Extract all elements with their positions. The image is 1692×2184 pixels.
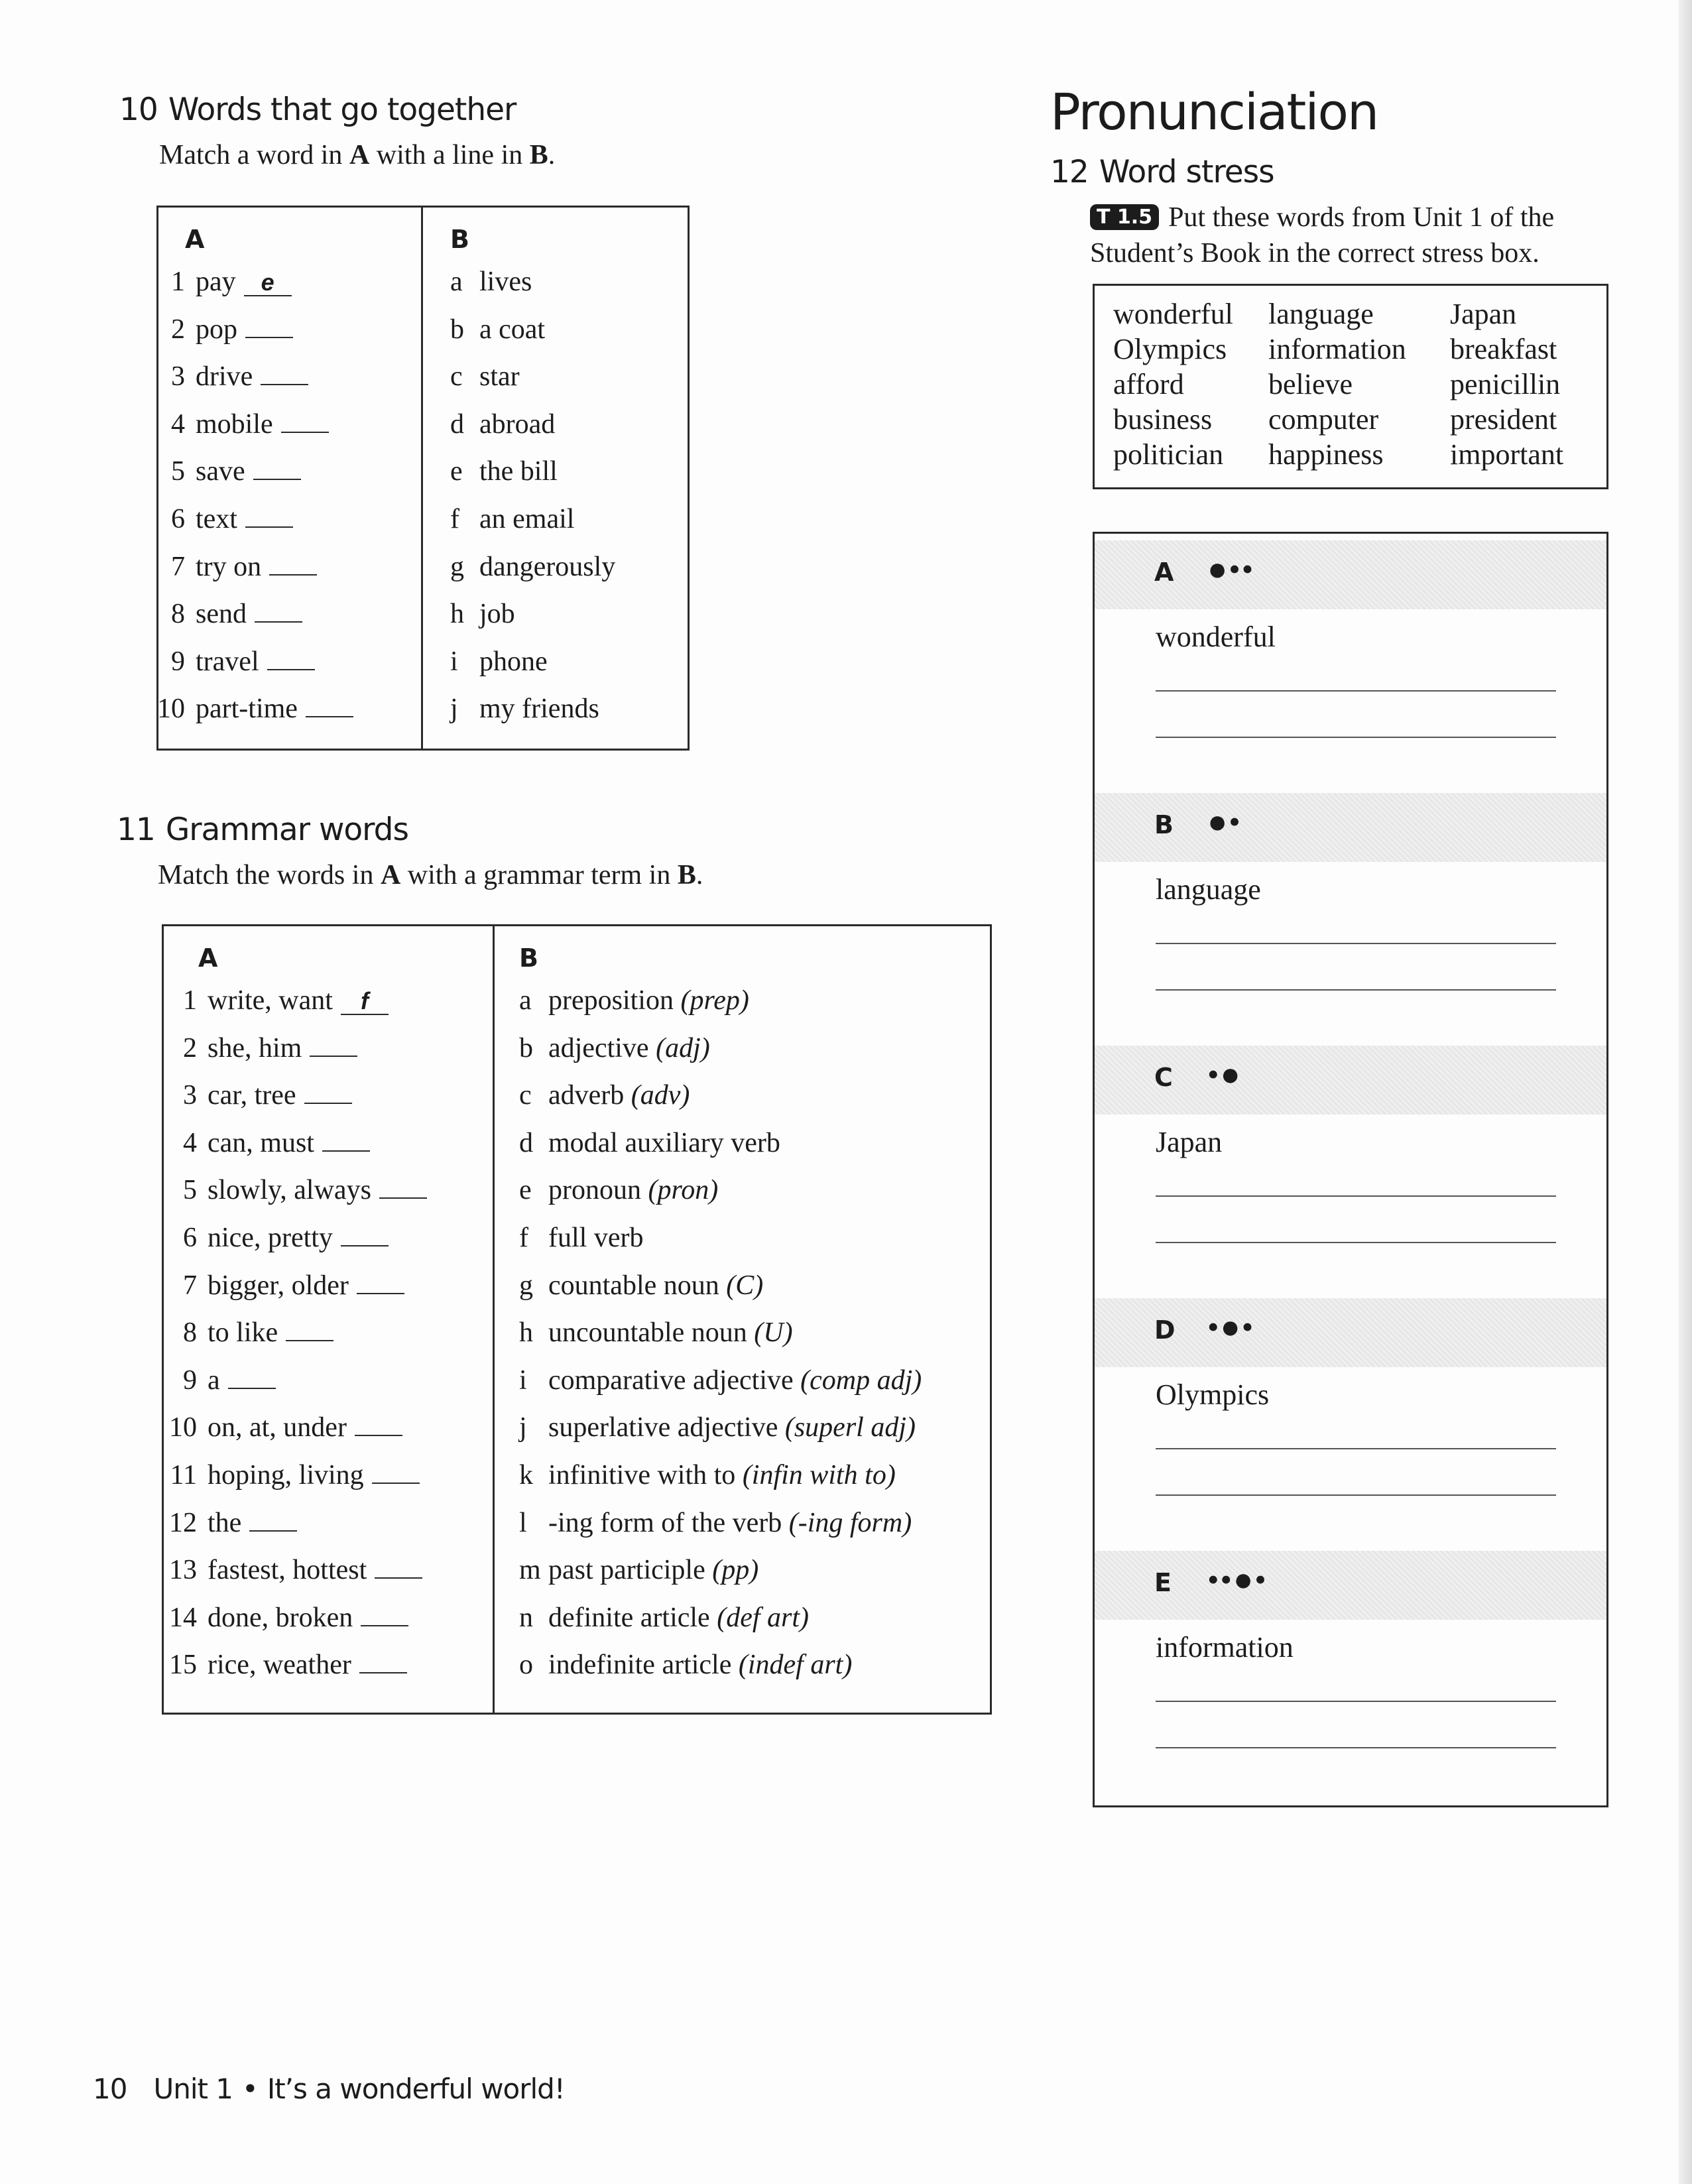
- item-letter: h: [519, 1317, 533, 1349]
- item-text: the bill: [479, 456, 558, 487]
- ex10-item-a: [151, 266, 292, 306]
- item-letter: l: [519, 1507, 527, 1538]
- item-text: she, him: [208, 1032, 302, 1063]
- word-list-item: Japan: [1450, 298, 1517, 330]
- ex10-item-b: [450, 646, 548, 686]
- item-letter: g: [519, 1270, 533, 1301]
- stress-pattern: •●•: [1207, 1308, 1255, 1345]
- item-text: done, broken: [208, 1602, 353, 1633]
- item-text: dangerously: [479, 551, 616, 582]
- stress-example-word: wonderful: [1156, 621, 1276, 653]
- item-letter: i: [519, 1365, 527, 1396]
- ex11-item-b: [519, 1459, 896, 1499]
- ex11-item-b: [519, 1222, 643, 1262]
- ex11-table-divider: [493, 926, 495, 1713]
- page-footer: [93, 2073, 565, 2105]
- answer-blank[interactable]: [322, 1128, 370, 1152]
- ex11-table: [162, 924, 992, 1715]
- ex11-item-b: [519, 1079, 690, 1119]
- ex12-heading: [1050, 154, 1274, 190]
- word-list-item: politician: [1113, 438, 1224, 471]
- answer-blank[interactable]: [379, 1175, 427, 1199]
- ex11-item-b: [519, 1412, 916, 1451]
- ex11-item-b: [519, 1507, 912, 1547]
- stress-pattern-band: [1095, 1046, 1606, 1115]
- ex11-item-a: [162, 1127, 370, 1167]
- item-number: 14: [169, 1602, 197, 1633]
- answer-blank[interactable]: [249, 1508, 297, 1532]
- answer-blank[interactable]: [375, 1555, 422, 1579]
- item-number: 3: [171, 361, 185, 393]
- ex10-item-a: [151, 693, 353, 733]
- footer-separator: •: [242, 2073, 258, 2105]
- stress-example-word: information: [1156, 1631, 1294, 1664]
- grammar-abbr: (prep): [680, 985, 749, 1016]
- ex11-item-b: [519, 985, 749, 1024]
- ex11-item-a: [162, 1554, 422, 1594]
- ex10-item-a: [151, 646, 315, 686]
- ex10-instr-end: .: [548, 140, 556, 170]
- grammar-term: full verb: [548, 1223, 644, 1253]
- write-in-line[interactable]: [1156, 1747, 1556, 1748]
- item-text: an email: [479, 504, 575, 534]
- ex11-instr-mid: with a grammar term in: [400, 860, 678, 890]
- item-number: 15: [169, 1650, 197, 1681]
- write-in-line[interactable]: [1156, 1195, 1556, 1197]
- stress-example-word: Olympics: [1156, 1378, 1270, 1411]
- ex10-item-b: [450, 266, 532, 306]
- item-letter: f: [519, 1223, 528, 1253]
- ex10-item-a: [151, 361, 308, 400]
- write-in-line[interactable]: [1156, 989, 1556, 991]
- ex11-item-b: [519, 1554, 758, 1594]
- ex10-item-a: [151, 503, 293, 543]
- ex11-col-a: A: [198, 943, 218, 973]
- stress-pattern: ●•: [1207, 803, 1242, 840]
- item-number: 5: [171, 456, 185, 487]
- answer-blank[interactable]: [245, 314, 293, 338]
- word-column-1: [1113, 296, 1233, 472]
- answer-blank[interactable]: [304, 1080, 352, 1104]
- item-number: 1: [171, 267, 185, 297]
- ex11-item-b: [519, 1270, 763, 1309]
- ex11-item-a: [162, 1602, 408, 1642]
- grammar-term: infinitive with to: [548, 1460, 743, 1490]
- item-text: phone: [479, 646, 548, 677]
- item-number: 9: [183, 1365, 197, 1396]
- stress-pattern: ••●•: [1207, 1561, 1268, 1598]
- ex12-instruction-line2: Student’s Book in the correct stress box.: [1090, 238, 1540, 269]
- item-text: write, want: [208, 985, 333, 1016]
- item-text: a coat: [479, 314, 546, 345]
- item-text: car, tree: [208, 1080, 296, 1111]
- item-number: 1: [183, 985, 197, 1016]
- ex10-item-a: [151, 408, 329, 448]
- stress-example-word: Japan: [1156, 1126, 1223, 1158]
- item-number: 9: [171, 646, 185, 677]
- item-letter: n: [519, 1602, 533, 1633]
- item-letter: a: [519, 985, 532, 1016]
- answer-blank[interactable]: [341, 1223, 389, 1246]
- grammar-abbr: (C): [726, 1270, 764, 1301]
- ex10-item-a: [151, 314, 293, 353]
- ex10-instruction: [159, 139, 555, 171]
- ex11-item-a: [162, 1459, 420, 1499]
- word-list-item: information: [1268, 333, 1406, 365]
- item-number: 10: [169, 1412, 197, 1443]
- grammar-abbr: (indef art): [738, 1650, 853, 1681]
- ex10-item-b: [450, 551, 615, 591]
- answer-blank[interactable]: [267, 646, 315, 670]
- item-letter: e: [450, 456, 463, 487]
- item-text: drive: [196, 361, 253, 393]
- word-column-3: [1450, 296, 1563, 472]
- item-letter: c: [519, 1080, 532, 1111]
- audio-track-badge: T 1.5: [1090, 204, 1159, 230]
- page-number: 10: [93, 2073, 127, 2105]
- item-number: 11: [170, 1460, 197, 1490]
- item-text: star: [479, 361, 520, 393]
- ex10-title: Words that go together: [168, 91, 516, 128]
- answer-blank[interactable]: [355, 1412, 402, 1436]
- item-text: save: [196, 456, 245, 487]
- ex10-item-b: [450, 693, 599, 733]
- ex11-instruction: [158, 859, 703, 891]
- ex11-col-b: B: [519, 943, 538, 973]
- stress-key: A: [1154, 558, 1174, 587]
- answer-blank[interactable]: [286, 1317, 333, 1341]
- item-letter: c: [450, 361, 463, 393]
- item-text: bigger, older: [208, 1270, 349, 1301]
- answer-blank[interactable]: f: [341, 991, 389, 1015]
- grammar-term: modal auxiliary verb: [548, 1127, 780, 1158]
- item-text: my friends: [479, 694, 599, 725]
- ex10-table-divider: [421, 208, 423, 749]
- answer-blank[interactable]: [255, 599, 302, 623]
- item-text: text: [196, 504, 237, 534]
- grammar-term: indefinite article: [548, 1650, 739, 1681]
- grammar-term: adverb: [548, 1080, 631, 1111]
- ex11-number: 11: [117, 812, 155, 848]
- ex10-col-a: A: [185, 225, 205, 254]
- word-list-item: believe: [1268, 368, 1353, 400]
- ex11-instr-b: B: [677, 860, 696, 890]
- ex11-item-a: [162, 1412, 402, 1451]
- word-list-box: [1093, 284, 1608, 489]
- grammar-term: pronoun: [548, 1175, 648, 1206]
- ex11-item-a: [162, 1365, 276, 1404]
- grammar-abbr: (adj): [656, 1032, 710, 1063]
- item-text: abroad: [479, 408, 556, 440]
- item-text: rice, weather: [208, 1650, 351, 1681]
- grammar-abbr: (pron): [648, 1175, 719, 1206]
- item-text: hoping, living: [208, 1460, 364, 1490]
- ex10-table: [156, 206, 690, 751]
- grammar-term: past participle: [548, 1555, 713, 1586]
- answer-blank[interactable]: [245, 504, 293, 528]
- item-number: 3: [183, 1080, 197, 1111]
- stress-key: E: [1154, 1568, 1172, 1597]
- item-letter: d: [519, 1127, 533, 1158]
- item-text: a: [208, 1365, 220, 1396]
- ex11-item-a: [162, 1079, 352, 1119]
- ex11-item-a: [162, 1507, 297, 1547]
- item-letter: e: [519, 1175, 532, 1206]
- item-number: 6: [183, 1223, 197, 1253]
- item-number: 2: [171, 314, 185, 345]
- ex10-number: 10: [119, 91, 158, 128]
- word-list-item: breakfast: [1450, 333, 1557, 365]
- stress-key: C: [1154, 1063, 1173, 1092]
- ex11-item-a: [162, 1649, 407, 1689]
- grammar-abbr: (comp adj): [800, 1365, 922, 1396]
- item-letter: k: [519, 1460, 533, 1490]
- item-number: 10: [157, 694, 185, 725]
- item-text: pay: [196, 267, 236, 297]
- pronunciation-title: Pronunciation: [1050, 82, 1378, 141]
- item-number: 7: [171, 551, 185, 582]
- answer-blank[interactable]: [281, 409, 329, 433]
- answer-blank[interactable]: [357, 1270, 404, 1294]
- item-letter: j: [519, 1412, 527, 1443]
- ex10-item-b: [450, 455, 558, 495]
- word-list-item: computer: [1268, 403, 1379, 436]
- answer-blank[interactable]: [306, 694, 353, 717]
- stress-pattern-band: [1095, 540, 1606, 609]
- item-text: slowly, always: [208, 1175, 371, 1206]
- item-letter: a: [450, 267, 463, 297]
- item-number: 5: [183, 1175, 197, 1206]
- ex11-item-a: [162, 1222, 389, 1262]
- item-letter: m: [519, 1555, 541, 1586]
- answer-blank[interactable]: [361, 1603, 408, 1626]
- footer-unit-title: It’s a wonderful world!: [267, 2073, 565, 2105]
- answer-blank[interactable]: [372, 1460, 420, 1484]
- item-letter: f: [450, 504, 459, 534]
- ex12-number: 12: [1050, 154, 1089, 190]
- item-text: can, must: [208, 1127, 314, 1158]
- ex11-item-b: [519, 1032, 710, 1072]
- ex10-item-b: [450, 503, 574, 543]
- item-letter: b: [519, 1032, 533, 1063]
- item-text: to like: [208, 1317, 278, 1349]
- item-letter: h: [450, 599, 464, 630]
- stress-pattern: •●: [1207, 1056, 1242, 1093]
- stress-pattern-band: [1095, 1551, 1606, 1620]
- ex11-item-a: [162, 1317, 333, 1357]
- answer-blank[interactable]: [269, 552, 317, 576]
- grammar-abbr: (superl adj): [784, 1412, 916, 1443]
- answer-blank[interactable]: [310, 1033, 357, 1057]
- item-letter: j: [450, 694, 458, 725]
- item-text: try on: [196, 551, 262, 582]
- write-in-line[interactable]: [1156, 1701, 1556, 1702]
- page-edge: [1679, 0, 1692, 2184]
- ex11-item-a: [162, 985, 389, 1024]
- grammar-term: adjective: [548, 1032, 656, 1063]
- item-number: 12: [169, 1507, 197, 1538]
- item-number: 8: [183, 1317, 197, 1349]
- item-number: 4: [183, 1127, 197, 1158]
- ex10-heading: [119, 91, 516, 128]
- item-letter: i: [450, 646, 458, 677]
- ex10-item-b: [450, 598, 515, 638]
- stress-pattern-band: [1095, 793, 1606, 862]
- grammar-term: countable noun: [548, 1270, 727, 1301]
- ex11-heading: [117, 812, 408, 848]
- stress-key: B: [1154, 810, 1174, 839]
- grammar-term: superlative adjective: [548, 1412, 785, 1443]
- item-letter: g: [450, 551, 464, 582]
- grammar-abbr: (U): [754, 1317, 793, 1349]
- word-list-item: wonderful: [1113, 298, 1233, 330]
- write-in-line[interactable]: [1156, 943, 1556, 944]
- item-text: job: [479, 599, 515, 630]
- item-number: 8: [171, 599, 185, 630]
- write-in-line[interactable]: [1156, 690, 1556, 692]
- item-text: on, at, under: [208, 1412, 347, 1443]
- stress-pattern-band: [1095, 1298, 1606, 1367]
- ex10-item-a: [151, 551, 317, 591]
- word-list-item: president: [1450, 403, 1557, 436]
- ex11-instr-a: A: [380, 860, 401, 890]
- word-list-item: Olympics: [1113, 333, 1227, 365]
- item-number: 4: [171, 408, 185, 440]
- word-list-item: penicillin: [1450, 368, 1561, 400]
- item-letter: d: [450, 408, 464, 440]
- ex11-item-a: [162, 1032, 357, 1072]
- item-text: send: [196, 599, 247, 630]
- ex10-col-b: B: [450, 225, 469, 254]
- ex10-instr-b: B: [529, 140, 548, 170]
- answer-blank[interactable]: e: [244, 273, 292, 296]
- item-text: part-time: [196, 694, 298, 725]
- stress-boxes: [1093, 532, 1608, 1807]
- grammar-abbr: (def art): [717, 1602, 809, 1633]
- item-letter: b: [450, 314, 464, 345]
- answer-blank[interactable]: [261, 361, 308, 385]
- ex10-item-a: [151, 598, 302, 638]
- ex10-instr-a: A: [349, 140, 370, 170]
- grammar-abbr: (adv): [631, 1080, 690, 1111]
- ex10-item-b: [450, 361, 520, 400]
- grammar-term: -ing form of the verb: [548, 1507, 789, 1538]
- item-text: nice, pretty: [208, 1223, 333, 1253]
- answer-blank[interactable]: [253, 456, 301, 480]
- footer-unit: Unit 1: [153, 2073, 233, 2105]
- ex10-item-b: [450, 408, 555, 448]
- ex12-instr-line1-text: Put these words from Unit 1 of the: [1168, 202, 1555, 233]
- answer-blank[interactable]: [359, 1650, 407, 1673]
- ex10-item-b: [450, 314, 545, 353]
- ex12-instruction-line1: [1090, 202, 1554, 233]
- grammar-term: uncountable noun: [548, 1317, 755, 1349]
- word-list-item: business: [1113, 403, 1213, 436]
- ex11-instr-end: .: [695, 860, 703, 890]
- stress-key: D: [1154, 1315, 1176, 1345]
- word-list-item: language: [1268, 298, 1374, 330]
- ex11-item-b: [519, 1602, 809, 1642]
- item-number: 6: [171, 504, 185, 534]
- stress-example-word: language: [1156, 873, 1261, 906]
- item-number: 13: [169, 1555, 197, 1586]
- item-text: pop: [196, 314, 237, 345]
- item-letter: o: [519, 1650, 533, 1681]
- ex11-item-b: [519, 1365, 922, 1404]
- item-text: travel: [196, 646, 259, 677]
- item-text: lives: [479, 267, 532, 297]
- grammar-term: preposition: [548, 985, 681, 1016]
- word-column-2: [1268, 296, 1406, 472]
- ex11-item-b: [519, 1174, 718, 1214]
- ex11-title: Grammar words: [165, 812, 409, 848]
- item-number: 7: [183, 1270, 197, 1301]
- item-text: the: [208, 1507, 242, 1538]
- grammar-term: comparative adjective: [548, 1365, 801, 1396]
- ex11-item-a: [162, 1270, 404, 1309]
- ex10-item-a: [151, 455, 301, 495]
- grammar-abbr: (pp): [712, 1555, 759, 1586]
- write-in-line[interactable]: [1156, 1494, 1556, 1496]
- item-number: 2: [183, 1032, 197, 1063]
- grammar-abbr: (infin with to): [742, 1460, 896, 1490]
- word-list-item: afford: [1113, 368, 1184, 400]
- ex11-item-a: [162, 1174, 427, 1214]
- grammar-term: definite article: [548, 1602, 717, 1633]
- ex11-item-b: [519, 1127, 780, 1167]
- ex11-item-b: [519, 1649, 852, 1689]
- ex11-item-b: [519, 1317, 793, 1357]
- word-list-item: happiness: [1268, 438, 1384, 471]
- write-in-line[interactable]: [1156, 737, 1556, 738]
- item-text: fastest, hottest: [208, 1555, 367, 1586]
- answer-blank[interactable]: [228, 1365, 276, 1389]
- item-text: mobile: [196, 408, 273, 440]
- ex11-instr-pre: Match the words in: [158, 860, 381, 890]
- ex12-title: Word stress: [1099, 154, 1274, 190]
- grammar-abbr: (-ing form): [788, 1507, 912, 1538]
- ex10-instr-pre: Match a word in: [159, 140, 349, 170]
- stress-pattern: ●••: [1207, 550, 1255, 587]
- write-in-line[interactable]: [1156, 1448, 1556, 1449]
- write-in-line[interactable]: [1156, 1242, 1556, 1243]
- word-list-item: important: [1450, 438, 1564, 471]
- ex10-instr-mid: with a line in: [369, 140, 530, 170]
